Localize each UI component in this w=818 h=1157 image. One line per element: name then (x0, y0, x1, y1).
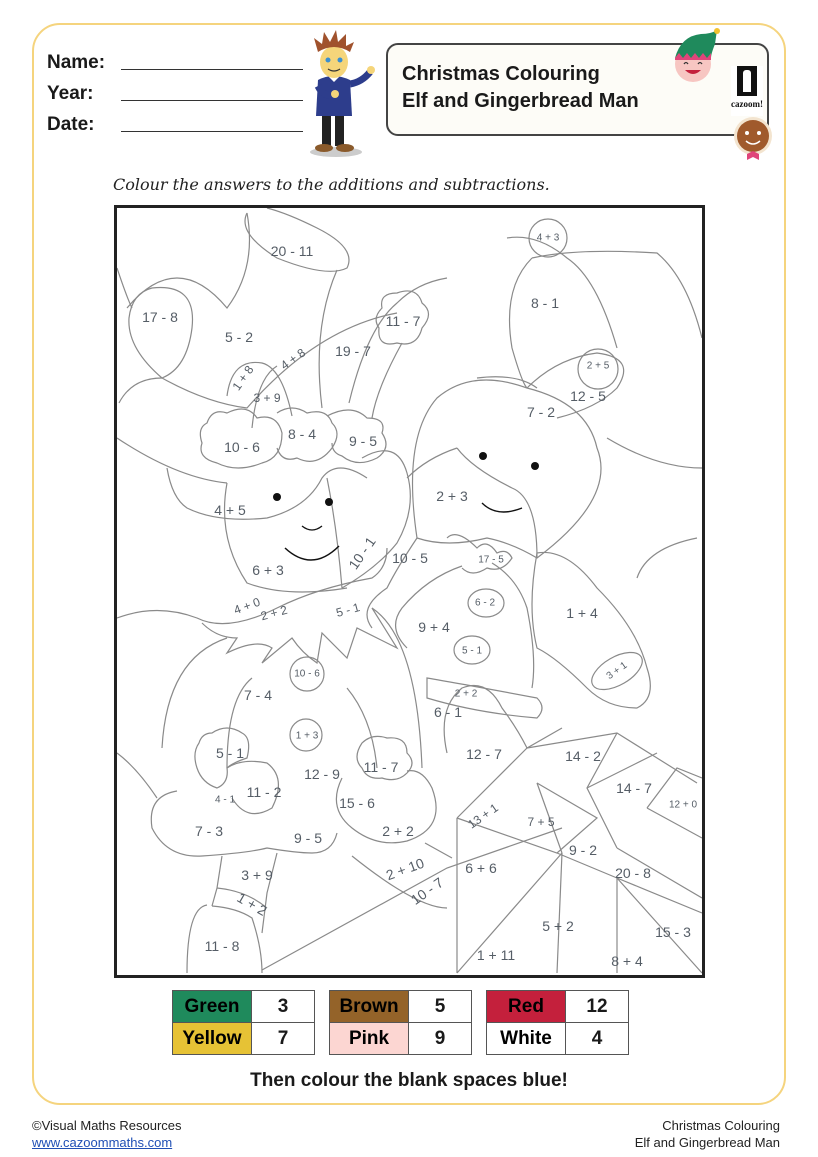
region-label[interactable]: 9 - 2 (568, 842, 598, 858)
region-label[interactable]: 7 - 4 (243, 687, 273, 703)
elf-head-icon (667, 28, 723, 84)
region-label[interactable]: 15 - 3 (655, 924, 691, 940)
region-label[interactable]: 7 - 3 (194, 823, 224, 839)
region-label[interactable]: 7 - 2 (526, 404, 556, 420)
final-instruction: Then colour the blank spaces blue! (250, 1070, 568, 1091)
gingerbread-eye-left-icon (479, 452, 487, 460)
region-label[interactable]: 1 + 2 (234, 889, 270, 919)
region-label[interactable]: 5 + 2 (542, 918, 574, 934)
year-field[interactable] (47, 83, 93, 105)
key-colour-green: Green (173, 991, 252, 1023)
region-label[interactable]: 2 + 10 (383, 854, 427, 884)
date-label: Date: (47, 114, 95, 135)
footer-title-line-2: Elf and Gingerbread Man (634, 1135, 780, 1150)
footer-right (635, 1117, 780, 1151)
key-colour-brown: Brown (330, 991, 409, 1023)
key-colour-pink: Pink (330, 1023, 409, 1055)
gingerbread-eye-right-icon (531, 462, 539, 470)
region-label[interactable]: 6 - 1 (433, 704, 463, 720)
key-row-brown (330, 991, 472, 1023)
region-label[interactable]: 11 - 2 (246, 784, 282, 800)
region-label[interactable]: 3 + 1 (604, 660, 630, 682)
logo-text: cazoom! (731, 99, 763, 109)
colour-key-table-3 (486, 990, 629, 1055)
key-row-yellow (173, 1023, 315, 1055)
region-label[interactable]: 1 + 11 (476, 947, 516, 963)
region-label[interactable]: 12 - 5 (570, 388, 606, 404)
title-line-1: Christmas Colouring (402, 63, 600, 85)
region-label[interactable]: 14 - 7 (616, 780, 652, 796)
region-label[interactable]: 1 + 8 (229, 362, 257, 394)
region-label[interactable]: 20 - 11 (270, 243, 314, 259)
region-label[interactable]: 3 + 9 (241, 867, 273, 883)
region-label[interactable]: 4 + 5 (214, 502, 246, 518)
elf-eye-left-icon (273, 493, 281, 501)
key-colour-red: Red (487, 991, 566, 1023)
region-label[interactable]: 9 - 5 (348, 433, 378, 449)
region-label[interactable]: 11 - 7 (363, 759, 399, 775)
name-field[interactable] (47, 52, 105, 74)
key-value-white: 4 (566, 1023, 629, 1055)
key-row-white (487, 1023, 629, 1055)
region-label[interactable]: 11 - 8 (204, 938, 240, 954)
region-label[interactable]: 13 + 1 (465, 800, 501, 832)
region-label[interactable]: 2 + 2 (454, 688, 478, 700)
key-colour-white: White (487, 1023, 566, 1055)
mascot-boy-icon (300, 28, 382, 160)
region-label[interactable]: 9 - 5 (293, 830, 323, 846)
region-label[interactable]: 3 + 9 (253, 391, 281, 405)
date-field[interactable] (47, 114, 95, 136)
region-label[interactable]: 4 + 3 (536, 232, 560, 244)
region-label[interactable]: 11 - 7 (385, 313, 421, 329)
region-label[interactable]: 4 + 8 (277, 345, 309, 373)
region-label[interactable]: 14 - 2 (565, 748, 601, 764)
year-label: Year: (47, 83, 94, 104)
gingerbread-smile-icon (482, 503, 522, 512)
colouring-picture[interactable] (114, 205, 705, 978)
key-value-yellow: 7 (252, 1023, 315, 1055)
region-label[interactable]: 6 + 6 (465, 860, 497, 876)
region-label[interactable]: 19 - 7 (335, 343, 371, 359)
region-label[interactable]: 6 - 2 (474, 597, 496, 609)
elf-smile-icon (285, 546, 339, 560)
region-label[interactable]: 20 - 8 (615, 865, 651, 881)
region-label[interactable]: 5 - 1 (215, 745, 245, 761)
region-label[interactable]: 2 + 2 (382, 823, 414, 839)
key-row-red (487, 991, 629, 1023)
region-label[interactable]: 12 - 9 (304, 766, 340, 782)
date-line[interactable] (121, 131, 303, 132)
region-label[interactable]: 4 + 0 (231, 594, 263, 618)
region-label[interactable]: 2 + 5 (586, 360, 610, 372)
name-label: Name: (47, 52, 106, 73)
website-link[interactable]: www.cazoommaths.com (32, 1135, 173, 1150)
region-label[interactable]: 17 - 8 (142, 309, 178, 325)
region-label[interactable]: 9 + 4 (418, 619, 450, 635)
copyright-text: ©Visual Maths Resources (32, 1118, 182, 1133)
region-label[interactable]: 10 - 6 (294, 668, 320, 680)
key-value-pink: 9 (409, 1023, 472, 1055)
region-label[interactable]: 8 + 4 (611, 953, 643, 969)
region-label[interactable]: 10 - 5 (392, 550, 428, 566)
region-label[interactable]: 17 - 5 (478, 554, 504, 566)
key-colour-yellow: Yellow (173, 1023, 252, 1055)
region-label[interactable]: 8 - 1 (530, 295, 560, 311)
region-label[interactable]: 15 - 6 (339, 795, 375, 811)
gingerbread-head-icon (733, 116, 773, 162)
key-value-green: 3 (252, 991, 315, 1023)
region-label[interactable]: 8 - 4 (287, 426, 317, 442)
region-label[interactable]: 6 + 3 (252, 562, 284, 578)
region-label[interactable]: 10 - 7 (407, 874, 447, 908)
region-label[interactable]: 1 + 4 (566, 605, 598, 621)
region-label[interactable]: 5 - 1 (461, 645, 483, 657)
region-label[interactable]: 10 - 6 (224, 439, 260, 455)
region-label[interactable]: 12 - 7 (466, 746, 502, 762)
region-label[interactable]: 2 + 3 (436, 488, 468, 504)
cazoom-logo (731, 66, 763, 116)
logo-mark-icon (737, 66, 757, 96)
footer-left (32, 1117, 182, 1151)
region-label[interactable]: 7 + 5 (527, 815, 555, 829)
key-value-red: 12 (566, 991, 629, 1023)
region-label[interactable]: 5 - 2 (224, 329, 254, 345)
key-row-green (173, 991, 315, 1023)
colour-key-table-2 (329, 990, 472, 1055)
region-label[interactable]: 12 + 0 (668, 799, 698, 811)
name-line[interactable] (121, 69, 303, 70)
colour-key-table-1 (172, 990, 315, 1055)
title-line-2: Elf and Gingerbread Man (402, 90, 639, 112)
region-label[interactable]: 10 - 1 (345, 533, 379, 573)
elf-mouth-small-icon (302, 526, 322, 530)
key-value-brown: 5 (409, 991, 472, 1023)
region-label[interactable]: 1 + 3 (295, 730, 319, 742)
region-label[interactable]: 2 + 2 (259, 602, 289, 624)
year-line[interactable] (121, 100, 303, 101)
key-row-pink (330, 1023, 472, 1055)
footer-title-line-1: Christmas Colouring (662, 1118, 780, 1133)
region-label[interactable]: 5 - 1 (334, 600, 362, 620)
region-label[interactable]: 4 - 1 (214, 794, 236, 806)
instruction-text: Colour the answers to the additions and subtractions. (113, 175, 550, 194)
elf-eye-right-icon (325, 498, 333, 506)
